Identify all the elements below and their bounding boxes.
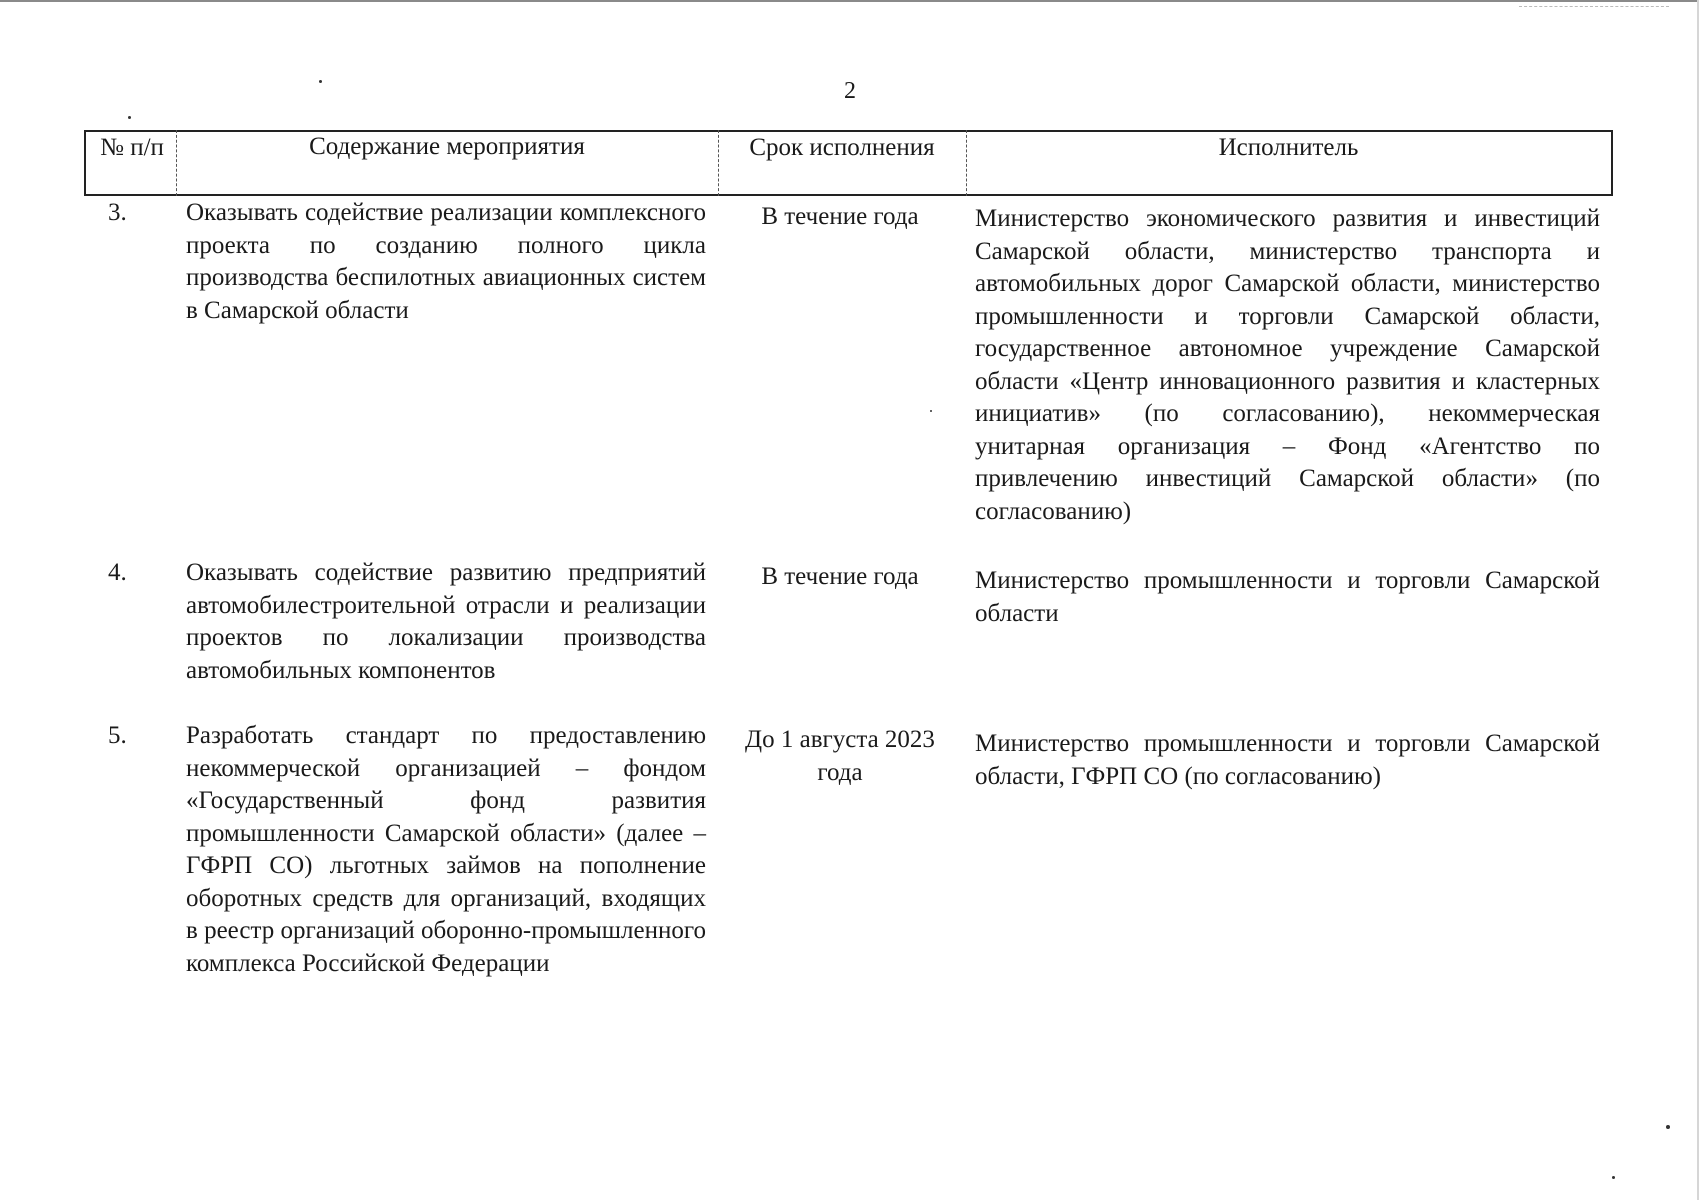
header-executor: Исполнитель <box>966 130 1613 196</box>
header-divider <box>176 130 177 196</box>
row-3-term: В течение года <box>761 203 919 230</box>
scan-edge-top <box>0 0 1699 2</box>
row-5-number: 5. <box>108 722 127 749</box>
row-3-content: Оказывать содействие реализации комплексного проекта по созданию полного цикла производства беспилотных авиационных систем в Самарской области <box>186 199 706 324</box>
row-4-number: 4. <box>108 559 127 586</box>
header-number: № п/п <box>84 130 178 196</box>
scan-speck <box>930 410 932 412</box>
scan-speck <box>1612 1176 1615 1179</box>
row-4-executor: Министерство промышленности и торговли Самарской области <box>975 567 1600 627</box>
scan-speck <box>319 80 322 83</box>
row-4-content: Оказывать содействие развитию предприятий автомобилестроительной отрасли и реализации проектов по локализации производства автомобильных компонентов <box>186 559 706 684</box>
page-number: 2 <box>844 78 856 104</box>
scan-speck <box>128 116 131 119</box>
row-5-term: До 1 августа 2023 года <box>745 726 935 786</box>
row-3-number: 3. <box>108 199 127 226</box>
header-term: Срок исполнения <box>718 130 966 196</box>
header-divider <box>718 130 719 196</box>
row-4-term: В течение года <box>761 563 919 590</box>
header-content: Содержание мероприятия <box>176 130 718 196</box>
row-5-executor: Министерство промышленности и торговли Самарской области, ГФРП СО (по согласованию) <box>975 730 1600 790</box>
scan-artifact-line <box>1519 6 1669 7</box>
row-5-content: Разработать стандарт по предоставлению некоммерческой организацией – фондом «Государственный фонд развития промышленности Самарской области» (далее – ГФРП СО) льготных займов на пополнение оборотных средств для организаций, входящих в реестр организаций оборонно-промышленного комплекса Российской Федерации <box>186 722 706 977</box>
row-3-executor: Министерство экономического развития и инвестиций Самарской области, министерство транспорта и автомобильных дорог Самарской области, министерство промышленности и торговли Самарской области, государственное автономное учреждение Самарской области «Центр инновационного развития и кластерных инициатив» (по согласованию), некоммерческая унитарная организация – Фонд «Агентство по привлечению инвестиций Самарской области» (по согласованию) <box>975 205 1600 525</box>
header-divider <box>966 130 967 196</box>
scan-speck <box>1666 1125 1670 1129</box>
